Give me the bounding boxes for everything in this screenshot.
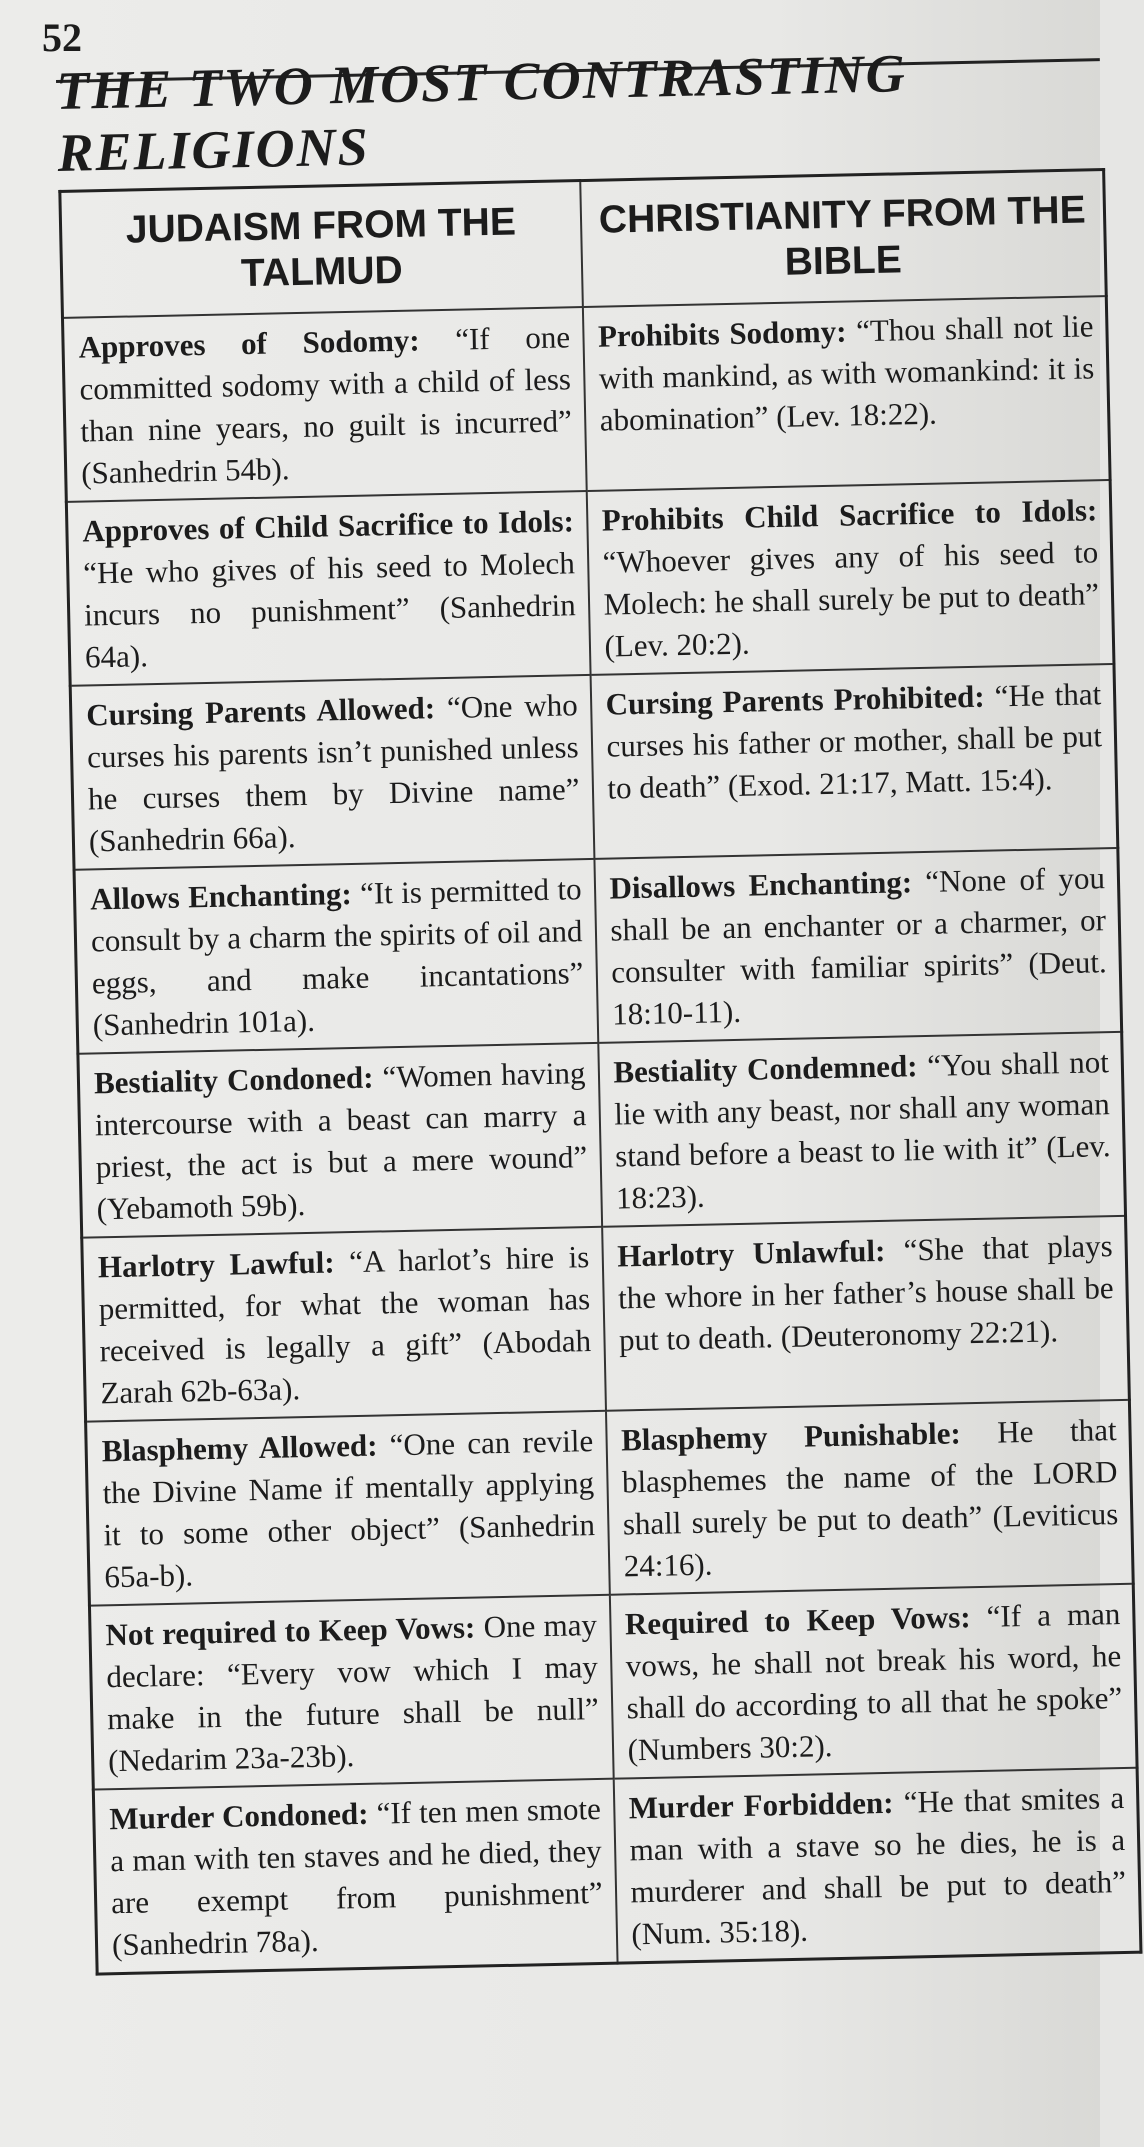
- header-row: [60, 170, 1106, 318]
- left-cell-heading: Blasphemy Allowed:: [101, 1427, 378, 1469]
- table-row: [74, 848, 1122, 1054]
- column-header-christianity: CHRISTIANITY FROM THE BIBLE: [580, 170, 1107, 307]
- left-cell-text: “Women having intercourse with a beast can marry a priest, the act is but a mere wound” (Yebamoth 59b).: [94, 1055, 588, 1227]
- bible-cell: [605, 1400, 1133, 1595]
- bible-cell: [590, 664, 1118, 859]
- left-cell-heading: Allows Enchanting:: [89, 875, 353, 917]
- right-cell-text: “None of you shall be an enchanter or a charmer, or consulter with familiar spirits” (Deut. 18:10-11).: [610, 860, 1108, 1032]
- right-cell-text: “You shall not lie with any beast, nor shall any woman stand before a beast to lie with it” (Lev. 18:23).: [613, 1044, 1111, 1216]
- talmud-cell: [82, 1227, 606, 1422]
- table-row: [78, 1032, 1126, 1238]
- left-cell-text: “One who curses his parents isn’t punished unless he curses them by Divine name” (Sanhedrin 66a).: [86, 687, 580, 859]
- right-cell-text: “Thou shall not lie with mankind, as with womankind: it is abomination” (Lev. 18:22).: [598, 308, 1095, 438]
- right-cell-text: “Whoever gives any of his seed to Molech: he shall surely be put to death” (Lev. 20:2).: [602, 534, 1100, 664]
- right-cell-heading: Prohibits Sodomy:: [597, 313, 847, 354]
- comparison-table: [58, 168, 1142, 1976]
- bible-cell: [586, 480, 1114, 675]
- right-cell-text: He that blasphemes the name of the LORD shall surely be put to death” (Leviticus 24:16).: [621, 1412, 1119, 1584]
- table-row: [82, 1216, 1130, 1422]
- bible-cell: [594, 848, 1122, 1043]
- right-cell-heading: Harlotry Unlawful:: [616, 1232, 886, 1274]
- talmud-cell: [62, 307, 586, 502]
- comparison-rows: [62, 296, 1140, 1974]
- left-cell-text: “If one committed sodomy with a child of less than nine years, no guilt is incurred” (Sanhedrin 54b).: [79, 319, 573, 491]
- right-cell-text: “He that curses his father or mother, shall be put to death” (Exod. 21:17, Matt. 15:4).: [606, 676, 1103, 806]
- talmud-cell: [74, 859, 598, 1054]
- talmud-cell: [93, 1779, 617, 1974]
- right-cell-text: “He that smites a man with a stave so he dies, he is a murderer and shall be put to death” (Num. 35:18).: [629, 1780, 1127, 1952]
- table-row: [89, 1584, 1137, 1790]
- left-cell-heading: Bestiality Condoned:: [93, 1059, 374, 1101]
- table-row: [70, 664, 1118, 870]
- page-number: 52: [42, 15, 82, 60]
- right-cell-text: “If a man vows, he shall not break his word, he shall do according to all that he spoke” (Numbers 30:2).: [625, 1596, 1123, 1768]
- right-cell-heading: Cursing Parents Prohibited:: [605, 678, 985, 722]
- table-title: THE TWO MOST CONTRASTING RELIGIONS: [56, 58, 1102, 190]
- left-cell-text: “He who gives of his seed to Molech incurs no punishment” (Sanhedrin 64a).: [82, 545, 576, 675]
- right-cell-heading: Disallows Enchanting:: [609, 864, 913, 906]
- bible-cell: [582, 296, 1110, 491]
- bible-cell: [598, 1032, 1126, 1227]
- right-cell-text: “She that plays the whore in her father’s house shall be put to death. (Deuteronomy 22:21).: [617, 1228, 1114, 1358]
- left-cell-heading: Approves of Child Sacrifice to Idols:: [82, 503, 575, 549]
- right-cell-heading: Blasphemy Punishable:: [620, 1415, 962, 1458]
- left-cell-text: “A harlot’s hire is permitted, for what the woman has received is legally a gift” (Abodah Zarah 62b-63a).: [98, 1239, 592, 1411]
- table-row: [86, 1400, 1134, 1606]
- left-cell-text: “It is permitted to consult by a charm the spirits of oil and eggs, and make incantations” (Sanhedrin 101a).: [90, 871, 584, 1043]
- right-cell-heading: Murder Forbidden:: [628, 1784, 894, 1826]
- left-cell-text: One may declare: “Every vow which I may make in the future shall be null” (Nedarim 23a-23b).: [106, 1607, 600, 1779]
- bible-cell: [602, 1216, 1130, 1411]
- right-cell-heading: Bestiality Condemned:: [613, 1048, 918, 1090]
- talmud-cell: [70, 675, 594, 870]
- talmud-cell: [86, 1411, 610, 1606]
- table-row: [66, 480, 1114, 686]
- right-cell-heading: Required to Keep Vows:: [624, 1599, 971, 1642]
- left-cell-heading: Cursing Parents Allowed:: [85, 690, 436, 733]
- left-cell-heading: Approves of Sodomy:: [78, 322, 420, 365]
- column-header-judaism: JUDAISM FROM THE TALMUD: [60, 181, 583, 318]
- bible-cell: [609, 1584, 1137, 1779]
- left-cell-heading: Not required to Keep Vows:: [105, 1609, 476, 1653]
- table-row: [62, 296, 1110, 502]
- comparison-table-wrapper: [55, 43, 1141, 2054]
- talmud-cell: [78, 1043, 602, 1238]
- bible-cell: [613, 1768, 1141, 1963]
- left-cell-text: “One can revile the Divine Name if mentally applying it to some other object” (Sanhedrin 65a-b).: [102, 1423, 596, 1595]
- left-cell-text: “If ten men smote a man with ten staves and he died, they are exempt from punishment” (Sanhedrin 78a).: [109, 1790, 603, 1963]
- talmud-cell: [89, 1595, 613, 1790]
- talmud-cell: [66, 491, 590, 686]
- left-cell-heading: Murder Condoned:: [109, 1795, 369, 1837]
- left-cell-heading: Harlotry Lawful:: [97, 1244, 335, 1285]
- right-cell-heading: Prohibits Child Sacrifice to Idols:: [601, 492, 1098, 538]
- table-row: [93, 1768, 1141, 1974]
